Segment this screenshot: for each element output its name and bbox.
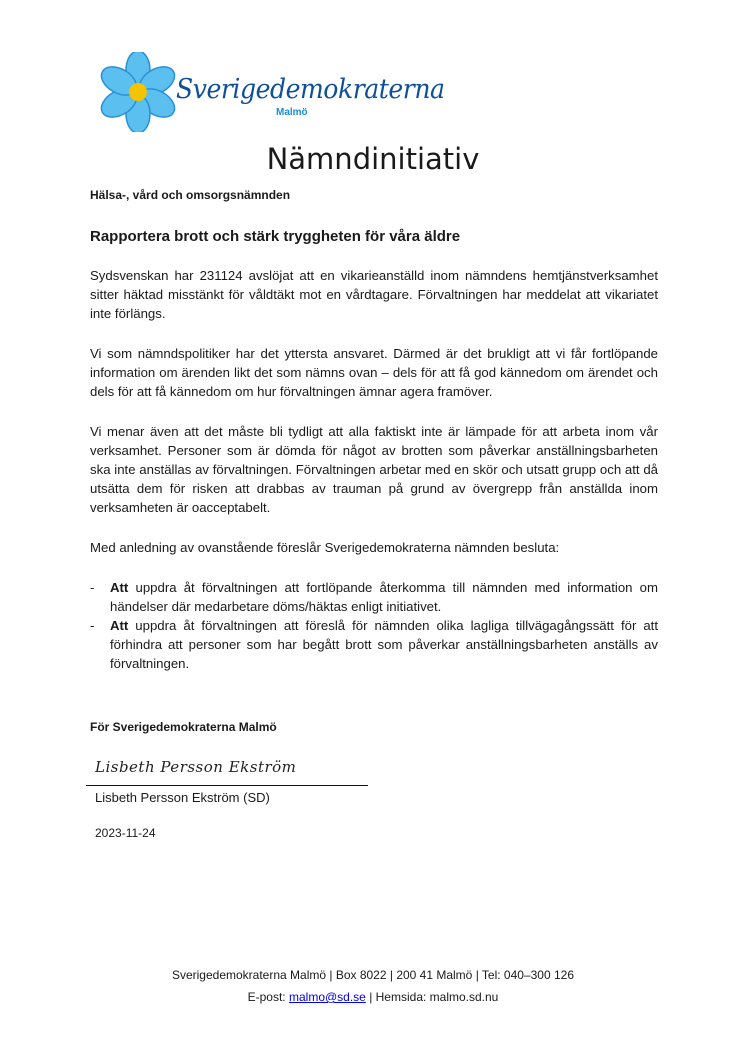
email-link[interactable]: malmo@sd.se	[288, 990, 366, 1004]
paragraph: Vi som nämndspolitiker har det yttersta ansvaret. Därmed är det brukligt att vi får fortlöpande information om ärenden likt det som nämns ovan – dels för att få god kännedom om ärendet och dels för att få kännedom om hur förvaltningen ämnar agera framöver.	[90, 346, 658, 399]
signatory-name: Lisbeth Persson Ekström (SD)	[95, 790, 270, 805]
list-dash: -	[90, 618, 95, 633]
document-title: Nämndinitiativ	[266, 142, 480, 176]
footer-address: Sverigedemokraterna Malmö | Box 8022 | 200 41 Malmö | Tel: 040–300 126	[171, 968, 575, 982]
committee-name: Hälsa-, vård och omsorgsnämnden	[90, 188, 291, 202]
proposal-lead: Att	[110, 618, 129, 633]
proposal-item	[90, 578, 658, 616]
logo-wordmark: Sverigedemokraterna	[176, 74, 445, 105]
signoff: För Sverigedemokraterna Malmö	[90, 720, 277, 734]
logo-subtitle: Malmö	[276, 107, 308, 118]
proposal-lead: Att	[110, 580, 129, 595]
proposal-list	[90, 578, 658, 673]
list-dash: -	[90, 580, 95, 595]
proposal-text: uppdra åt förvaltningen att föreslå för nämnden olika lagliga tillvägagångssätt för att förhindra att personer som har begått brott som påverkar anställningsbarheten anställs av förvaltningen.	[110, 618, 658, 671]
proposal-text: uppdra åt förvaltningen att fortlöpande återkomma till nämnden med information om händelser där medarbetare döms/häktas enligt initiativet.	[110, 580, 658, 614]
website-text: | Hemsida: malmo.sd.nu	[365, 990, 499, 1004]
logo	[96, 52, 445, 132]
paragraph: Sydsvenskan har 231124 avslöjat att en vikarieanställd inom nämndens hemtjänstverksamhet sitter häktad misstänkt för våldtäkt mot en vårdtagare. Förvaltningen har meddelat att vikariatet inte förlängs.	[90, 268, 658, 321]
flower-icon	[96, 52, 180, 132]
document-date: 2023-11-24	[95, 826, 156, 840]
document-body	[90, 266, 658, 673]
subject-heading: Rapportera brott och stärk tryggheten för våra äldre	[90, 228, 461, 245]
footer-contact	[0, 990, 746, 1004]
paragraph: Med anledning av ovanstående föreslår Sverigedemokraterna nämnden besluta:	[90, 540, 560, 555]
flower-center	[129, 83, 147, 101]
signature: Lisbeth Persson Ekström	[95, 758, 297, 776]
proposal-item	[90, 616, 658, 673]
paragraph: Vi menar även att det måste bli tydligt att alla faktiskt inte är lämpade för att arbeta inom vår verksamhet. Personer som är dömda för något av brotten som påverkar anställningsbarheten ska inte anställas av förvaltningen. Förvaltningen arbetar med en skör och utsatt grupp och att då utsätta dem för risken att drabbas av trauman på grund av övergrepp från anställda inom verksamheten är oacceptabelt.	[90, 424, 658, 515]
signature-line	[86, 785, 368, 786]
email-label: E-post:	[247, 990, 289, 1004]
